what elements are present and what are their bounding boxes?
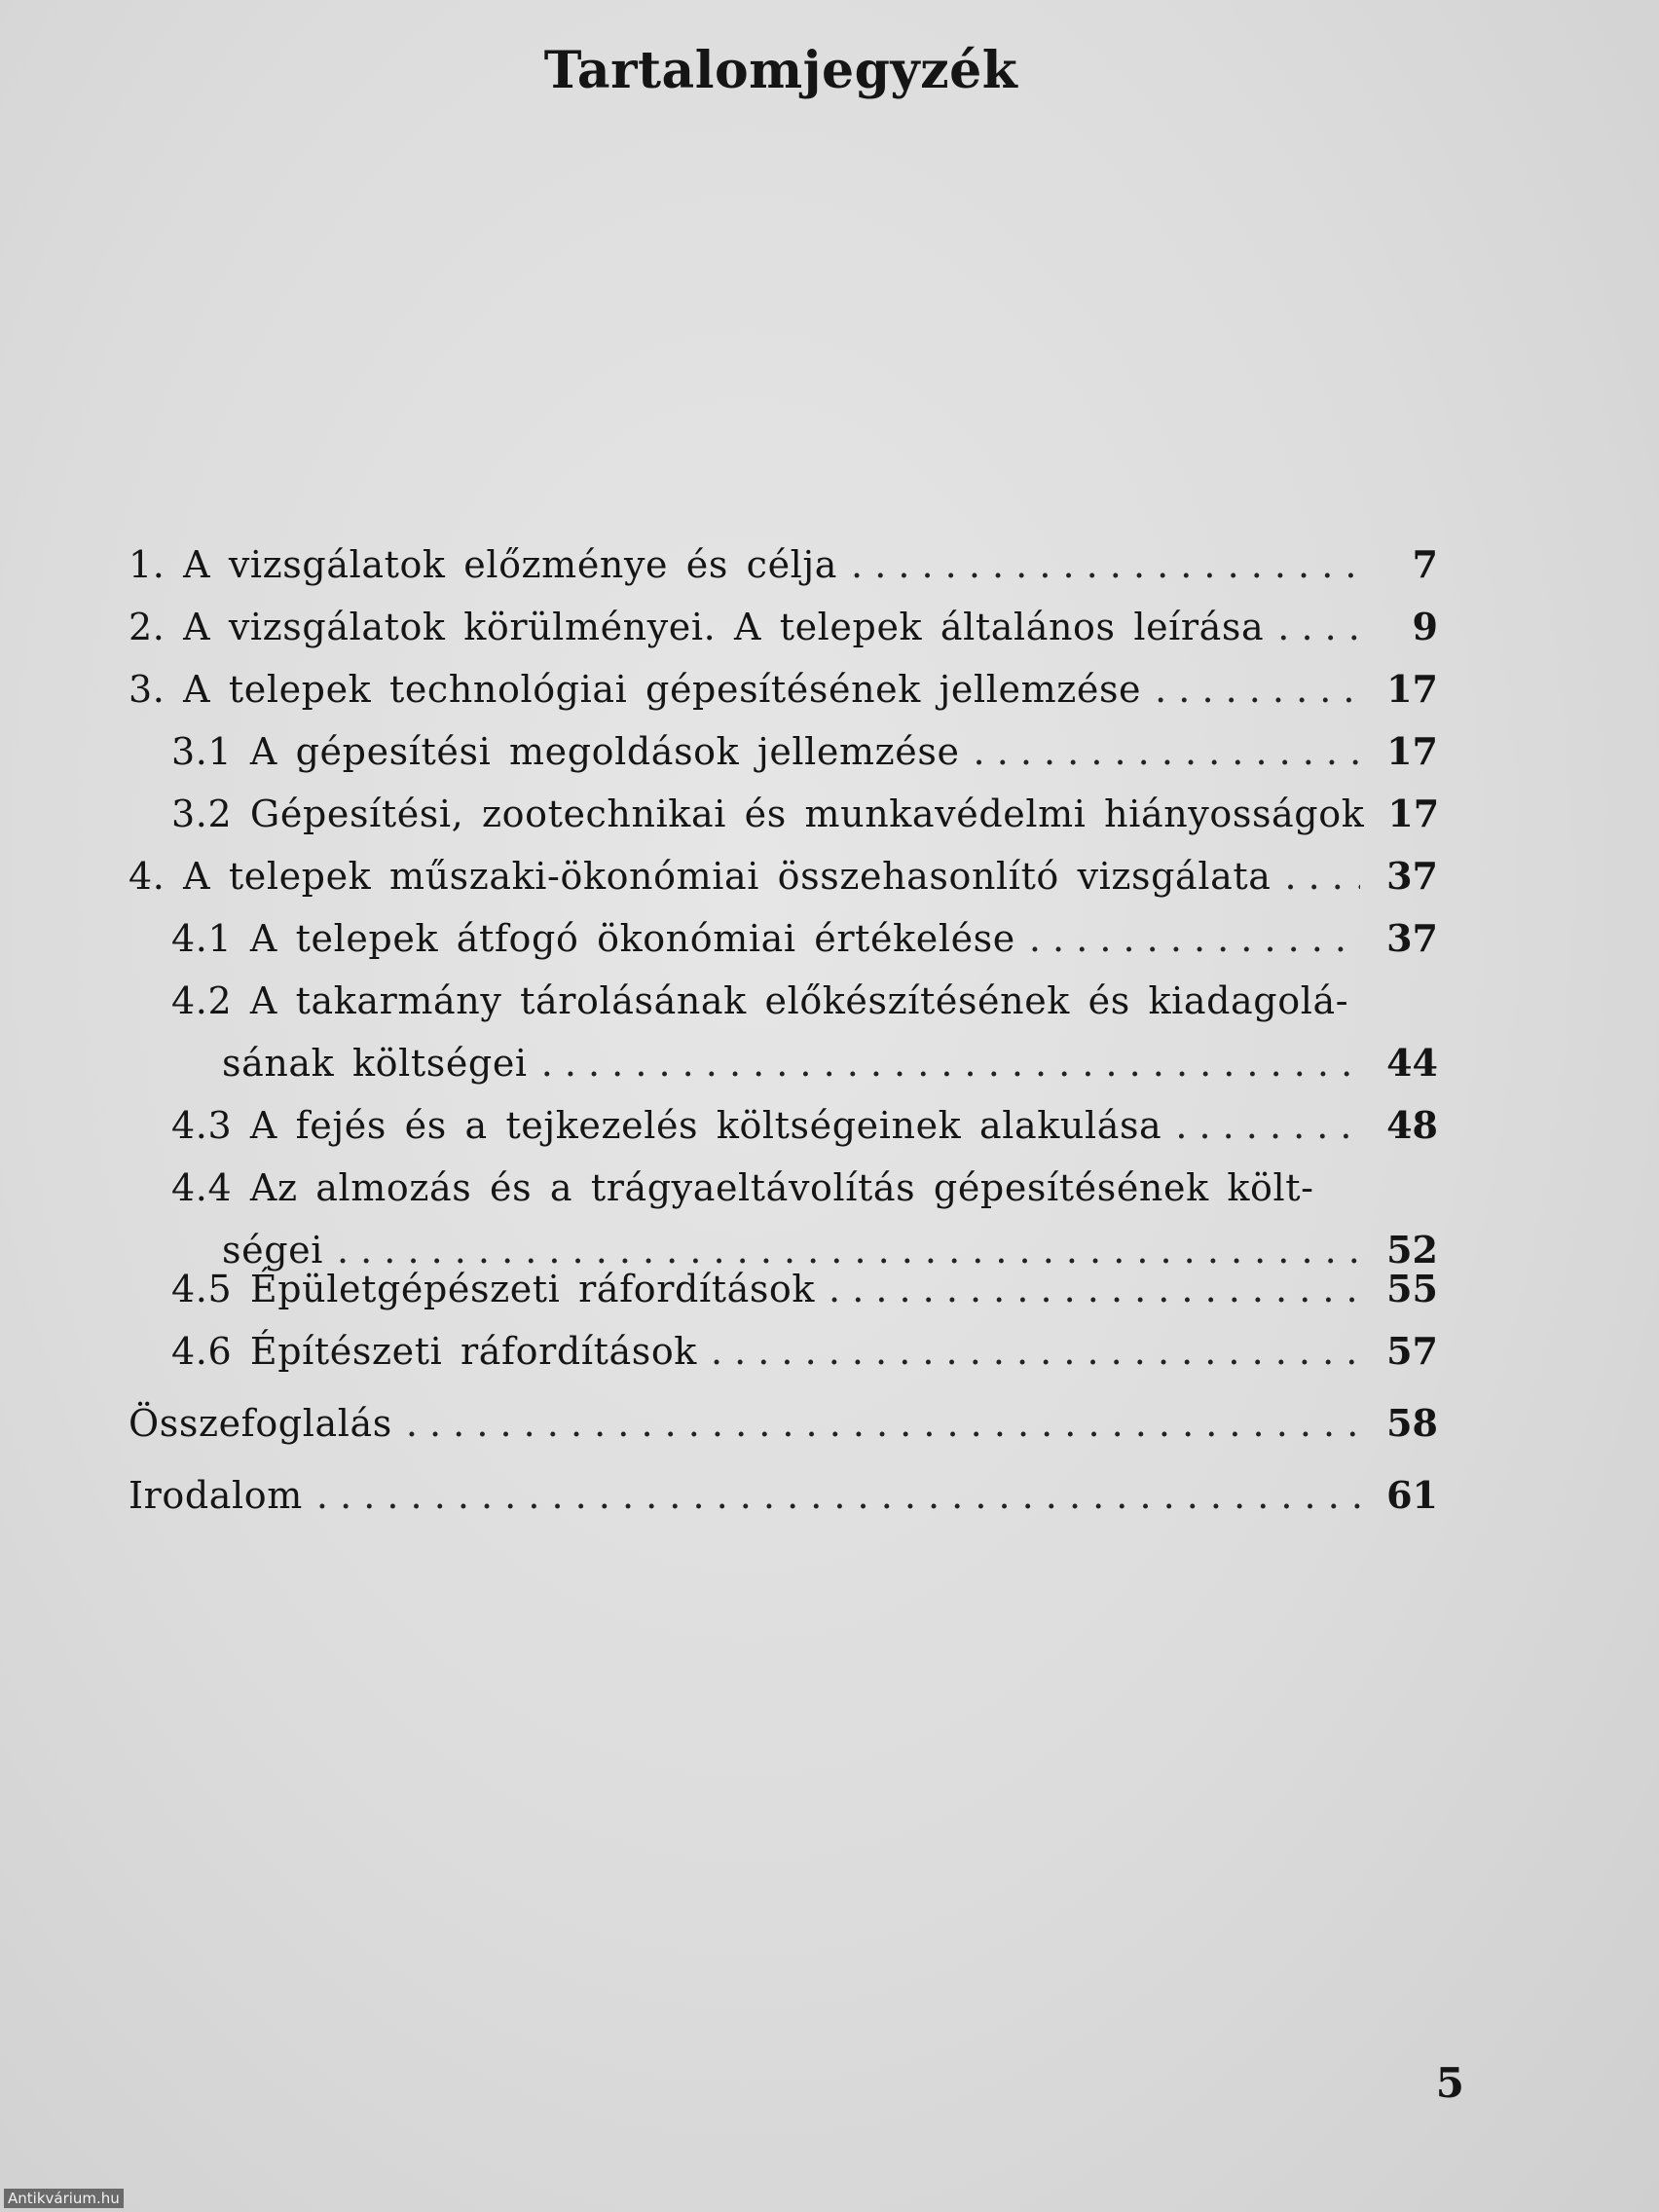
toc-entry-title: 4.2 A takarmány tárolásának előkészítésének és kiadagolá- (171, 979, 1349, 1022)
toc-entry-title: 4. A telepek műszaki-ökonómiai összehasonlító vizsgálata (129, 855, 1272, 898)
toc-entry-title: 4.4 Az almozás és a trágyaeltávolítás gépesítésének költ- (171, 1166, 1314, 1209)
toc-entry-references[interactable] (129, 1464, 1438, 1527)
toc-page-number: 17 (1386, 667, 1438, 711)
toc-entry-title: 3. A telepek technológiai gépesítésének jellemzése (129, 668, 1142, 711)
toc-entry-title: 4.5 Épületgépészeti ráfordítások (171, 1268, 816, 1310)
dot-leader (1284, 845, 1360, 907)
page-title: Tartalomjegyzék (543, 41, 1018, 100)
toc-page-number: 48 (1386, 1103, 1438, 1147)
toc-entry-title: 3.2 Gépesítési, zootechnikai és munkavédelmi hiányosságok (171, 793, 1365, 835)
toc-page-number: 44 (1386, 1041, 1438, 1085)
dot-leader (851, 534, 1360, 596)
toc-entry-summary[interactable] (129, 1392, 1438, 1455)
toc-entry-4-1[interactable] (171, 907, 1438, 970)
toc-page-number: 17 (1387, 792, 1440, 835)
toc-page-number: 52 (1386, 1228, 1438, 1272)
toc-entry-2[interactable] (129, 596, 1438, 658)
dot-leader (974, 720, 1360, 783)
watermark: Antikvárium.hu (4, 2189, 124, 2208)
toc-entry-4-2[interactable] (171, 970, 1438, 1094)
toc-entry-3-2[interactable] (171, 783, 1438, 845)
dot-leader (541, 1032, 1360, 1094)
toc-entry-title: Összefoglalás (129, 1402, 392, 1445)
dot-leader (1029, 907, 1360, 970)
toc-page-number: 55 (1386, 1267, 1438, 1310)
dot-leader (1277, 596, 1360, 658)
toc-entry-1[interactable] (129, 534, 1438, 596)
toc-entry-4[interactable] (129, 845, 1438, 907)
dot-leader (829, 1258, 1360, 1320)
toc-page-number: 57 (1386, 1329, 1438, 1373)
dot-leader (316, 1464, 1360, 1527)
toc-entry-3-1[interactable] (171, 720, 1438, 783)
dot-leader (1155, 658, 1360, 720)
toc-entry-title-continued: sának költségei (222, 1042, 528, 1085)
page-number: 5 (1435, 2059, 1464, 2107)
toc-page-number: 9 (1412, 605, 1438, 648)
dot-leader (1175, 1094, 1360, 1157)
toc-entry-title: Irodalom (129, 1474, 303, 1517)
toc-entry-4-5[interactable] (171, 1258, 1438, 1320)
toc-entry-title-continued: ségei (222, 1229, 323, 1272)
toc-entry-4-6[interactable] (171, 1320, 1438, 1382)
toc-entry-4-3[interactable] (171, 1094, 1438, 1157)
toc-entry-title: 4.6 Építészeti ráfordítások (171, 1330, 697, 1373)
toc-page-number: 37 (1386, 854, 1438, 898)
toc-page-number: 7 (1412, 542, 1438, 586)
toc-entry-title: 4.3 A fejés és a tejkezelés költségeinek alakulása (171, 1104, 1162, 1147)
toc-page-number: 17 (1386, 729, 1438, 773)
toc-page-number: 58 (1386, 1401, 1438, 1445)
dot-leader (711, 1320, 1360, 1382)
toc-entry-title: 3.1 A gépesítési megoldások jellemzése (171, 730, 960, 773)
toc-entry-title: 4.1 A telepek átfogó ökonómiai értékelése (171, 917, 1015, 960)
dot-leader (406, 1392, 1360, 1455)
toc-entry-title: 2. A vizsgálatok körülményei. A telepek általános leírása (129, 606, 1265, 648)
toc-entry-3[interactable] (129, 658, 1438, 720)
toc-entry-title: 1. A vizsgálatok előzménye és célja (129, 543, 838, 586)
toc-page-number: 37 (1386, 916, 1438, 960)
toc-page-number: 61 (1386, 1473, 1438, 1517)
